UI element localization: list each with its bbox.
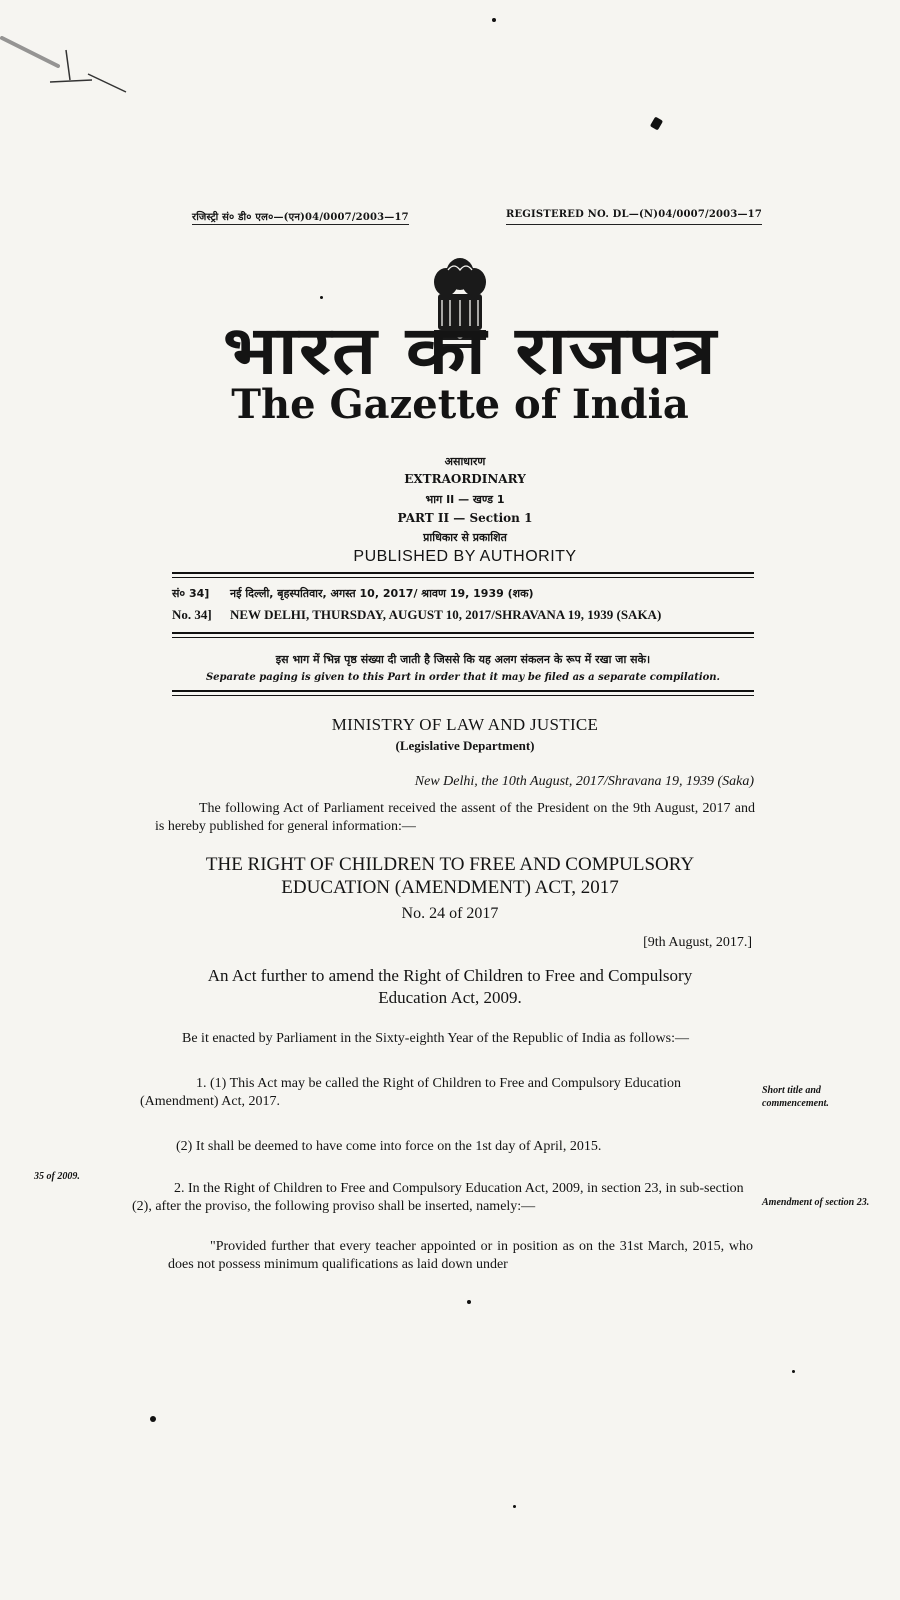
issue-date-english: NEW DELHI, THURSDAY, AUGUST 10, 2017/SHRAVANA 19, 1939 (SAKA): [230, 607, 662, 622]
section-2: 2. In the Right of Children to Free and Compulsory Education Act, 2009, in section 23, in sub-section (2), after the proviso, the following proviso shall be inserted, namely:—: [132, 1181, 744, 1214]
issue-no-english: No. 34]: [172, 607, 212, 622]
pen-mark-icon: [0, 30, 140, 100]
issue-no-hindi: सं० 34]: [172, 587, 210, 600]
separate-paging-hindi: इस भाग में भिन्न पृष्ठ संख्या दी जाती है जिससे कि यह अलग संकलन के रूप में रखा जा सके।: [275, 653, 651, 666]
extraordinary-english: EXTRAORDINARY: [404, 472, 526, 486]
part-english: PART II — Section 1: [397, 511, 533, 525]
divider: [172, 632, 754, 634]
notification-date: New Delhi, the 10th August, 2017/Shravana 19, 1939 (Saka): [414, 774, 754, 789]
divider: [172, 577, 754, 578]
authority-hindi: प्राधिकार से प्रकाशित: [423, 531, 507, 544]
scan-speck: [792, 1370, 795, 1373]
act-title-line2: EDUCATION (AMENDMENT) ACT, 2017: [281, 877, 619, 898]
issue-line-hindi: [172, 586, 754, 601]
authority-english: PUBLISHED BY AUTHORITY: [353, 548, 577, 565]
scan-speck: [650, 116, 663, 130]
registration-hindi: रजिस्ट्री सं० डी० एल०—(एन)04/0007/2003—17: [192, 209, 409, 225]
scan-speck: [150, 1416, 156, 1422]
margin-note-amendment: Amendment of section 23.: [762, 1197, 870, 1208]
separate-paging-english: Separate paging is given to this Part in order that it may be filed as a separate compilation.: [205, 672, 721, 683]
registration-english: REGISTERED NO. DL—(N)04/0007/2003—17: [506, 209, 762, 225]
act-title-line1: THE RIGHT OF CHILDREN TO FREE AND COMPULSORY: [205, 854, 695, 875]
section-1-2: (2) It shall be deemed to have come into force on the 1st day of April, 2015.: [176, 1139, 602, 1154]
divider: [172, 695, 754, 696]
gazette-title-hindi: भारत का राजपत्र: [222, 312, 718, 389]
scan-speck: [492, 18, 496, 22]
margin-note-short-title: Short title and commencement.: [762, 1085, 829, 1109]
gazette-title-english: The Gazette of India: [231, 381, 689, 428]
act-long-title: [170, 965, 730, 1009]
long-title-line2: Education Act, 2009.: [378, 988, 522, 1007]
ministry-department: (Legislative Department): [395, 738, 535, 753]
proviso: "Provided further that every teacher appointed or in position as on the 31st March, 2015, who does not possess minimum qualifications as laid down under: [168, 1239, 753, 1272]
divider: [172, 637, 754, 638]
divider: [172, 572, 754, 574]
act-date: [9th August, 2017.]: [643, 935, 752, 950]
issue-line-english: [172, 607, 754, 623]
extraordinary-hindi: असाधारण: [444, 455, 486, 468]
act-number: No. 24 of 2017: [401, 905, 499, 922]
long-title-line1: An Act further to amend the Right of Children to Free and Compulsory: [207, 966, 693, 985]
scan-speck: [467, 1300, 471, 1304]
margin-note-act-ref: 35 of 2009.: [34, 1171, 80, 1182]
enacting-clause: Be it enacted by Parliament in the Sixty-eighth Year of the Republic of India as follows:—: [182, 1031, 690, 1046]
registration-line: [192, 209, 762, 225]
issue-date-hindi: नई दिल्ली, बृहस्पतिवार, अगस्त 10, 2017/ श्रावण 19, 1939 (शक): [230, 587, 534, 600]
scan-speck: [320, 296, 323, 299]
section-1-1: 1. (1) This Act may be called the Right of Children to Free and Compulsory Education (Amendment) Act, 2017.: [140, 1076, 681, 1109]
ministry-name: MINISTRY OF LAW AND JUSTICE: [331, 715, 599, 734]
divider: [172, 690, 754, 692]
notification-intro: The following Act of Parliament received the assent of the President on the 9th August, 2017 and is hereby published for general information:—: [155, 801, 755, 834]
scan-speck: [513, 1505, 516, 1508]
part-hindi: भाग II — खण्ड 1: [425, 493, 505, 506]
